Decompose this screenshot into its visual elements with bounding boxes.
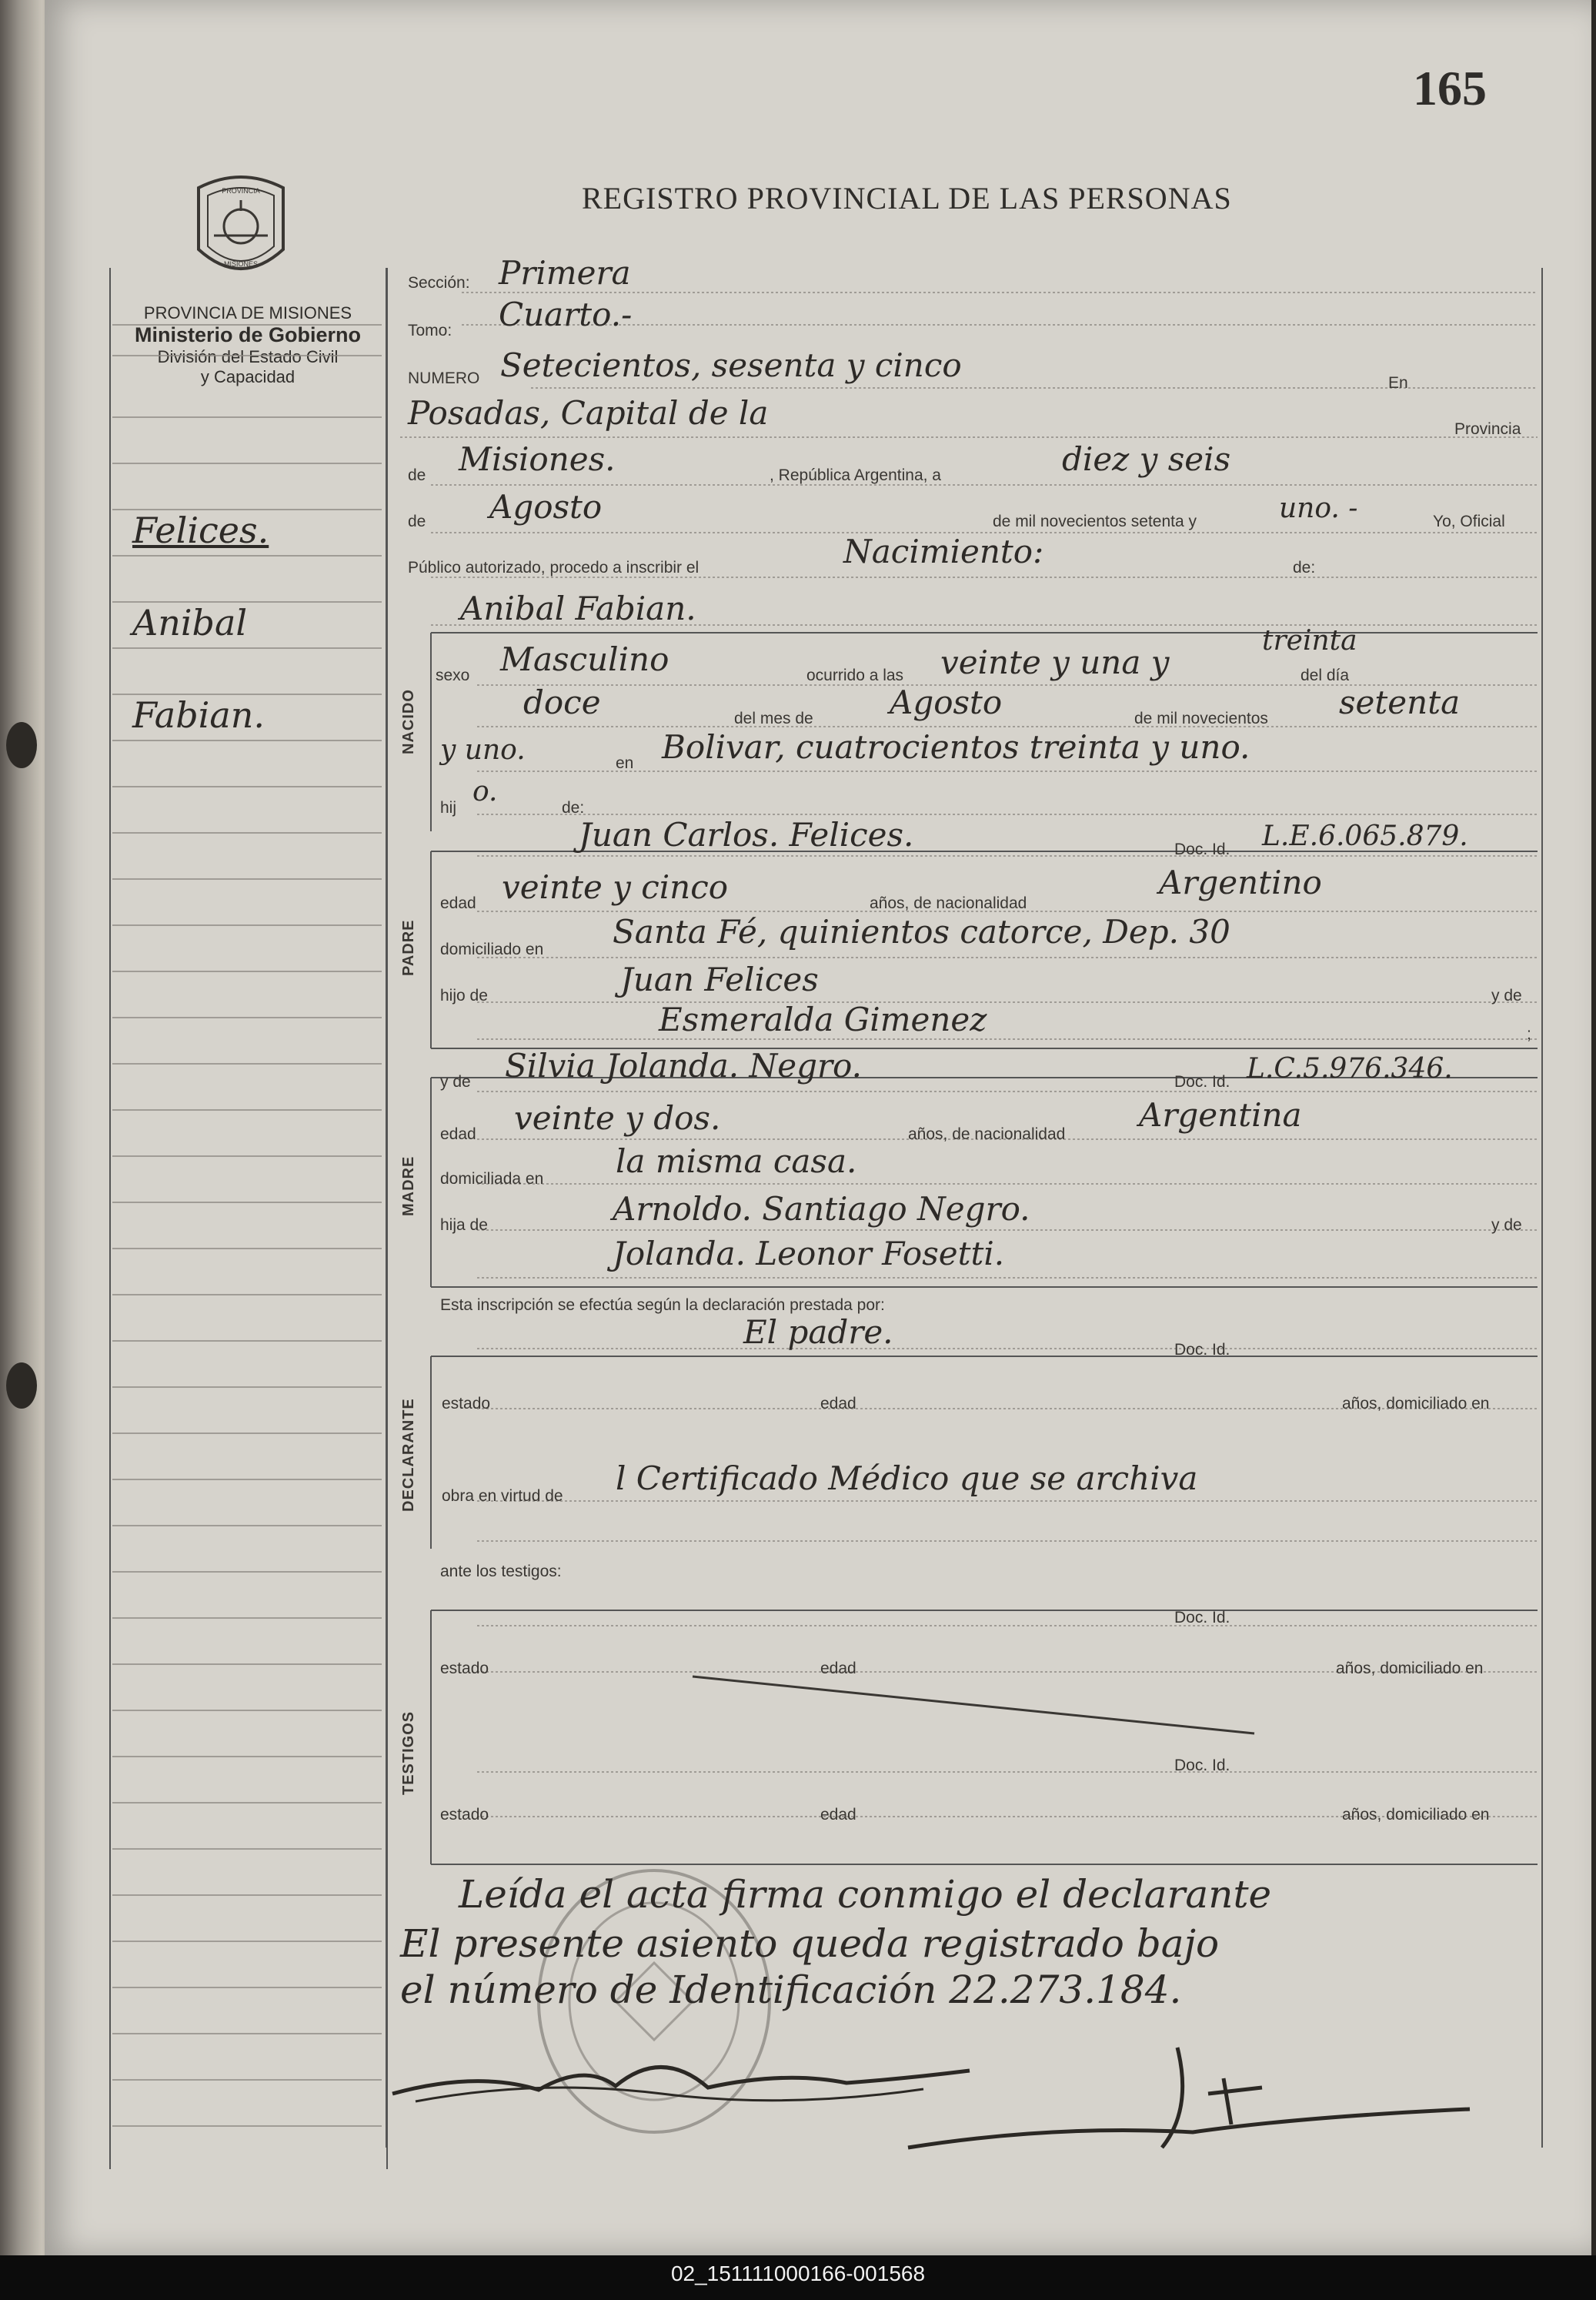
binding-holes xyxy=(6,722,37,1409)
note-line-1: Leída el acta firma conmigo el declarante xyxy=(459,1872,1272,1917)
label-domicilio-declarante: años, domiciliado en xyxy=(1342,1395,1490,1412)
value-dia-nac: doce xyxy=(523,684,601,721)
label-estado-declarante: estado xyxy=(442,1395,491,1412)
value-mes-nac: Agosto xyxy=(890,684,1003,721)
label-doc-testigo-1: Doc. Id. xyxy=(1174,1609,1230,1626)
ministry-name: Ministerio de Gobierno xyxy=(134,323,362,346)
label-domicilio-padre: domiciliado en xyxy=(440,941,544,958)
label-edad-testigo-1: edad xyxy=(820,1660,856,1677)
value-abuela-materna: Jolanda. Leonor Fosetti. xyxy=(613,1235,1005,1272)
label-doc-padre: Doc. Id. xyxy=(1174,841,1230,858)
label-testigos: ante los testigos: xyxy=(440,1563,562,1580)
label-hija-de: hija de xyxy=(440,1216,488,1234)
label-publico: Público autorizado, procedo a inscribir el xyxy=(408,559,700,577)
declarant-signature xyxy=(385,2017,985,2148)
value-anio: uno. - xyxy=(1279,493,1358,524)
value-hora-minutos: treinta xyxy=(1262,625,1357,657)
label-provincia: Provincia xyxy=(1454,420,1521,438)
label-declaracion: Esta inscripción se efectúa según la declaración prestada por: xyxy=(440,1296,885,1314)
label-edad-testigo-2: edad xyxy=(820,1806,856,1824)
label-doc-declarante: Doc. Id. xyxy=(1174,1341,1230,1359)
section-madre: MADRE xyxy=(400,1155,417,1216)
value-abuelo-materno: Arnoldo. Santiago Negro. xyxy=(613,1190,1030,1228)
value-hora: veinte y una y xyxy=(940,644,1170,681)
section-padre: PADRE xyxy=(400,919,417,976)
image-identifier: 02_151111000166-001568 xyxy=(670,2262,926,2285)
value-abuelo-paterno: Juan Felices xyxy=(620,961,819,998)
label-republica: , República Argentina, a xyxy=(770,466,941,484)
label-de-acto: de: xyxy=(1293,559,1316,577)
value-lugar: Bolivar, cuatrocientos treinta y uno. xyxy=(662,728,1250,766)
section-declarante: DECLARANTE xyxy=(400,1398,417,1512)
value-abuela-paterna: Esmeralda Gimenez xyxy=(659,1001,987,1038)
cancel-stroke xyxy=(693,1677,1254,1733)
value-numero: Setecientos, sesenta y cinco xyxy=(500,346,962,384)
note-line-3: el número de Identificación 22.273.184. xyxy=(400,1967,1182,2012)
label-y-de-abuela: y de xyxy=(1491,1216,1522,1234)
label-nacionalidad-padre: años, de nacionalidad xyxy=(870,894,1027,912)
value-domicilio-padre: Santa Fé, quinientos catorce, Dep. 30 xyxy=(613,913,1230,951)
value-sexo: Masculino xyxy=(500,640,669,678)
note-line-2: El presente asiento queda registrado bajo xyxy=(400,1921,1220,1966)
value-provincia: Misiones. xyxy=(459,440,616,478)
label-mil-novecientos: de mil novecientos setenta y xyxy=(993,513,1197,530)
value-anio-nac-2: y uno. xyxy=(440,734,526,766)
label-domicilio-testigo-2: años, domiciliado en xyxy=(1342,1806,1490,1824)
label-domicilio-testigo-1: años, domiciliado en xyxy=(1336,1660,1484,1677)
label-de-padres: de: xyxy=(562,799,585,817)
label-edad-padre: edad xyxy=(440,894,476,912)
label-obra: obra en virtud de xyxy=(442,1487,563,1505)
officer-signature xyxy=(900,2032,1485,2171)
label-y-de: y de xyxy=(1491,987,1522,1005)
province-name: PROVINCIA DE MISIONES xyxy=(143,303,352,323)
page-number: 165 xyxy=(1413,61,1487,115)
division-name-2: y Capacidad xyxy=(200,367,295,386)
value-padre: Juan Carlos. Felices. xyxy=(579,816,914,854)
label-nacionalidad-madre: años, de nacionalidad xyxy=(908,1125,1066,1143)
label-domicilio-madre: domiciliada en xyxy=(440,1170,544,1188)
value-nombre: Anibal Fabian. xyxy=(460,590,696,627)
label-estado-testigo-2: estado xyxy=(440,1806,489,1824)
label-doc-madre: Doc. Id. xyxy=(1174,1073,1230,1091)
label-de: de xyxy=(408,466,426,484)
margin-rules xyxy=(112,325,382,2126)
margin-first-name: Anibal xyxy=(132,602,248,644)
label-ocurrido: ocurrido a las xyxy=(806,667,904,684)
label-de-mes: de xyxy=(408,513,426,530)
value-doc-padre: L.E.6.065.879. xyxy=(1262,821,1468,852)
label-y-de-madre: y de xyxy=(440,1073,471,1091)
division-name: División del Estado Civil xyxy=(157,347,339,366)
value-nacionalidad-madre: Argentina xyxy=(1139,1096,1302,1134)
label-de-mil-novecientos: de mil novecientos xyxy=(1134,710,1268,727)
margin-surname: Felices. xyxy=(132,510,269,551)
value-doc-madre: L.C.5.976.346. xyxy=(1247,1053,1453,1085)
label-estado-testigo-1: estado xyxy=(440,1660,489,1677)
section-nacido: NACIDO xyxy=(400,689,417,754)
label-tomo: Tomo: xyxy=(408,322,452,339)
label-hijo: hij xyxy=(440,799,457,817)
label-del-mes: del mes de xyxy=(734,710,813,727)
value-edad-padre: veinte y cinco xyxy=(502,868,729,906)
value-madre: Silvia Jolanda. Negro. xyxy=(505,1047,862,1085)
margin-second-name: Fabian. xyxy=(132,694,265,736)
value-acto: Nacimiento: xyxy=(843,533,1044,570)
label-en-lugar: en xyxy=(616,754,634,772)
label-seccion: Sección: xyxy=(408,274,470,292)
seal-bottom-text: MISIONES xyxy=(223,260,259,268)
seal-top-text: PROVINCIA xyxy=(222,187,260,195)
value-anio-nac: setenta xyxy=(1339,684,1461,721)
value-ciudad: Posadas, Capital de la xyxy=(408,394,769,432)
label-en: En xyxy=(1388,374,1408,392)
label-del-dia: del día xyxy=(1301,667,1350,684)
label-doc-testigo-2: Doc. Id. xyxy=(1174,1757,1230,1774)
label-numero: NUMERO xyxy=(408,369,480,387)
value-mes: Agosto xyxy=(489,488,603,526)
label-hijo-de: hijo de xyxy=(440,987,488,1005)
label-edad-madre: edad xyxy=(440,1125,476,1143)
value-domicilio-madre: la misma casa. xyxy=(616,1142,857,1180)
value-declarante: El padre. xyxy=(743,1313,893,1351)
value-tomo: Cuarto.- xyxy=(499,296,633,333)
label-yo-oficial: Yo, Oficial xyxy=(1433,513,1505,530)
value-obra: l Certificado Médico que se archiva xyxy=(616,1459,1198,1497)
label-edad-declarante: edad xyxy=(820,1395,856,1412)
page-title: REGISTRO PROVINCIAL DE LAS PERSONAS xyxy=(582,181,1232,216)
value-nacionalidad-padre: Argentino xyxy=(1159,864,1322,901)
value-seccion: Primera xyxy=(499,254,631,292)
value-hijo: o. xyxy=(472,776,498,807)
value-dia: diez y seis xyxy=(1062,440,1231,478)
section-testigos: TESTIGOS xyxy=(400,1710,417,1795)
label-sexo: sexo xyxy=(436,667,470,684)
label-semicolon: ; xyxy=(1527,1025,1531,1043)
value-edad-madre: veinte y dos. xyxy=(514,1099,721,1137)
